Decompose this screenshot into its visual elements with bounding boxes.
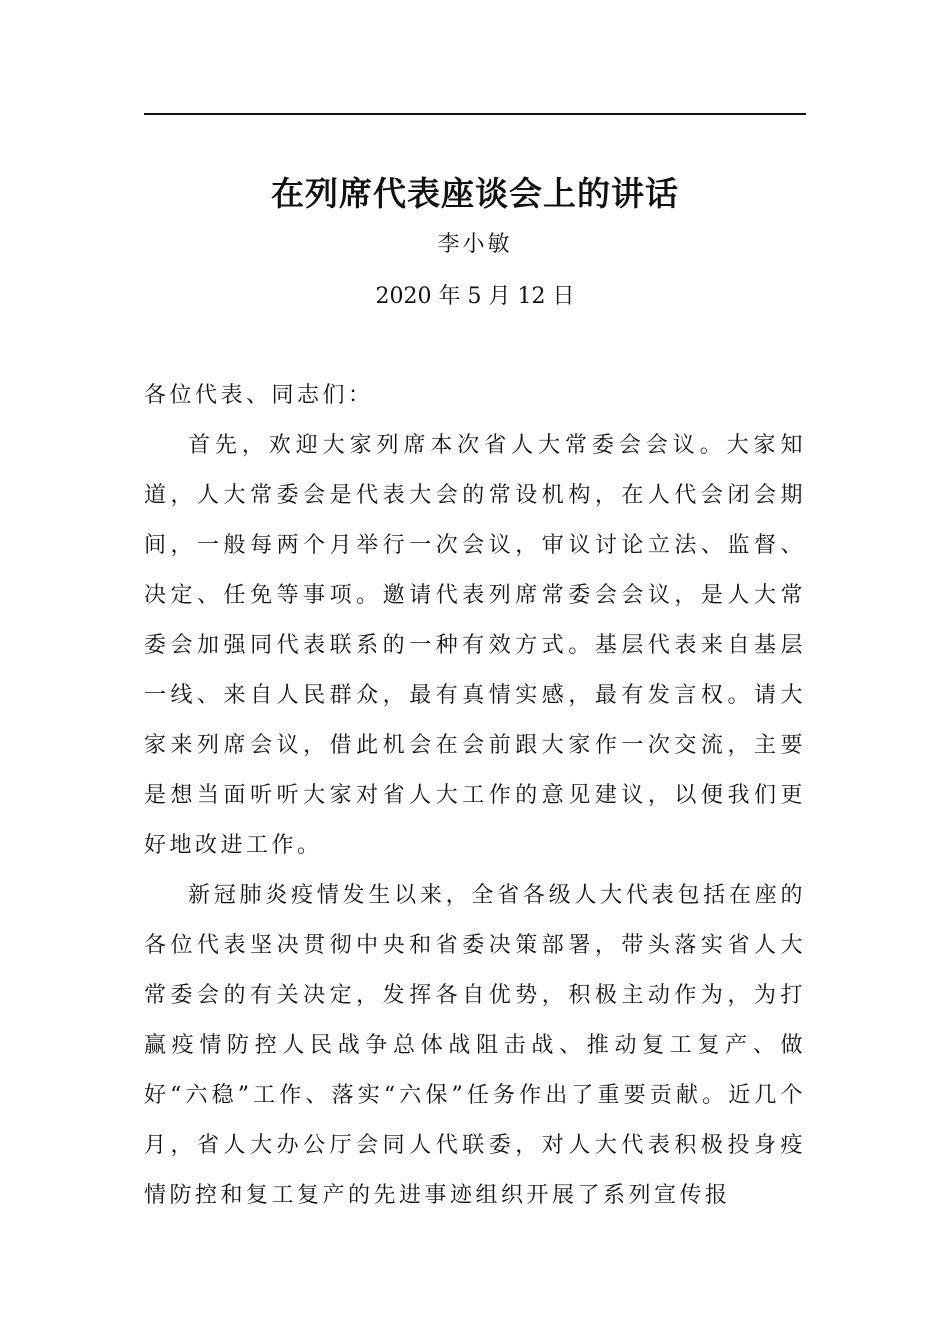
speech-date: 2020 年 5 月 12 日 <box>375 284 575 309</box>
salutation: 各位代表、同志们： <box>144 383 374 408</box>
header-rule <box>144 113 806 115</box>
speech-body <box>144 371 806 1221</box>
paragraph-1: 首先，欢迎大家列席本次省人大常委会会议。大家知道，人大常委会是代表大会的常设机构，在人代会闭会期间，一般每两个月举行一次会议，审议讨论立法、监督、决定、任免等事项。邀请代表列席常委会会议，是人大常委会加强同代表联系的一种有效方式。基层代表来自基层一线、来自人民群众，最有真情实感，最有发言权。请大家来列席会议，借此机会在会前跟大家作一次交流，主要是想当面听听大家对省人大工作的意见建议，以便我们更好地改进工作。 <box>144 433 806 858</box>
author-name: 李小敏 <box>437 232 513 257</box>
paragraph-2: 新冠肺炎疫情发生以来，全省各级人大代表包括在座的各位代表坚决贯彻中央和省委决策部署，带头落实省人大常委会的有关决定，发挥各自优势，积极主动作为，为打赢疫情防控人民战争总体战阻击战、推动复工复产、做好“六稳”工作、落实“六保”任务作出了重要贡献。近几个月，省人大办公厅会同人代联委，对人大代表积极投身疫情防控和复工复产的先进事迹组织开展了系列宣传报 <box>144 883 806 1208</box>
document-title: 在列席代表座谈会上的讲话 <box>271 174 679 213</box>
